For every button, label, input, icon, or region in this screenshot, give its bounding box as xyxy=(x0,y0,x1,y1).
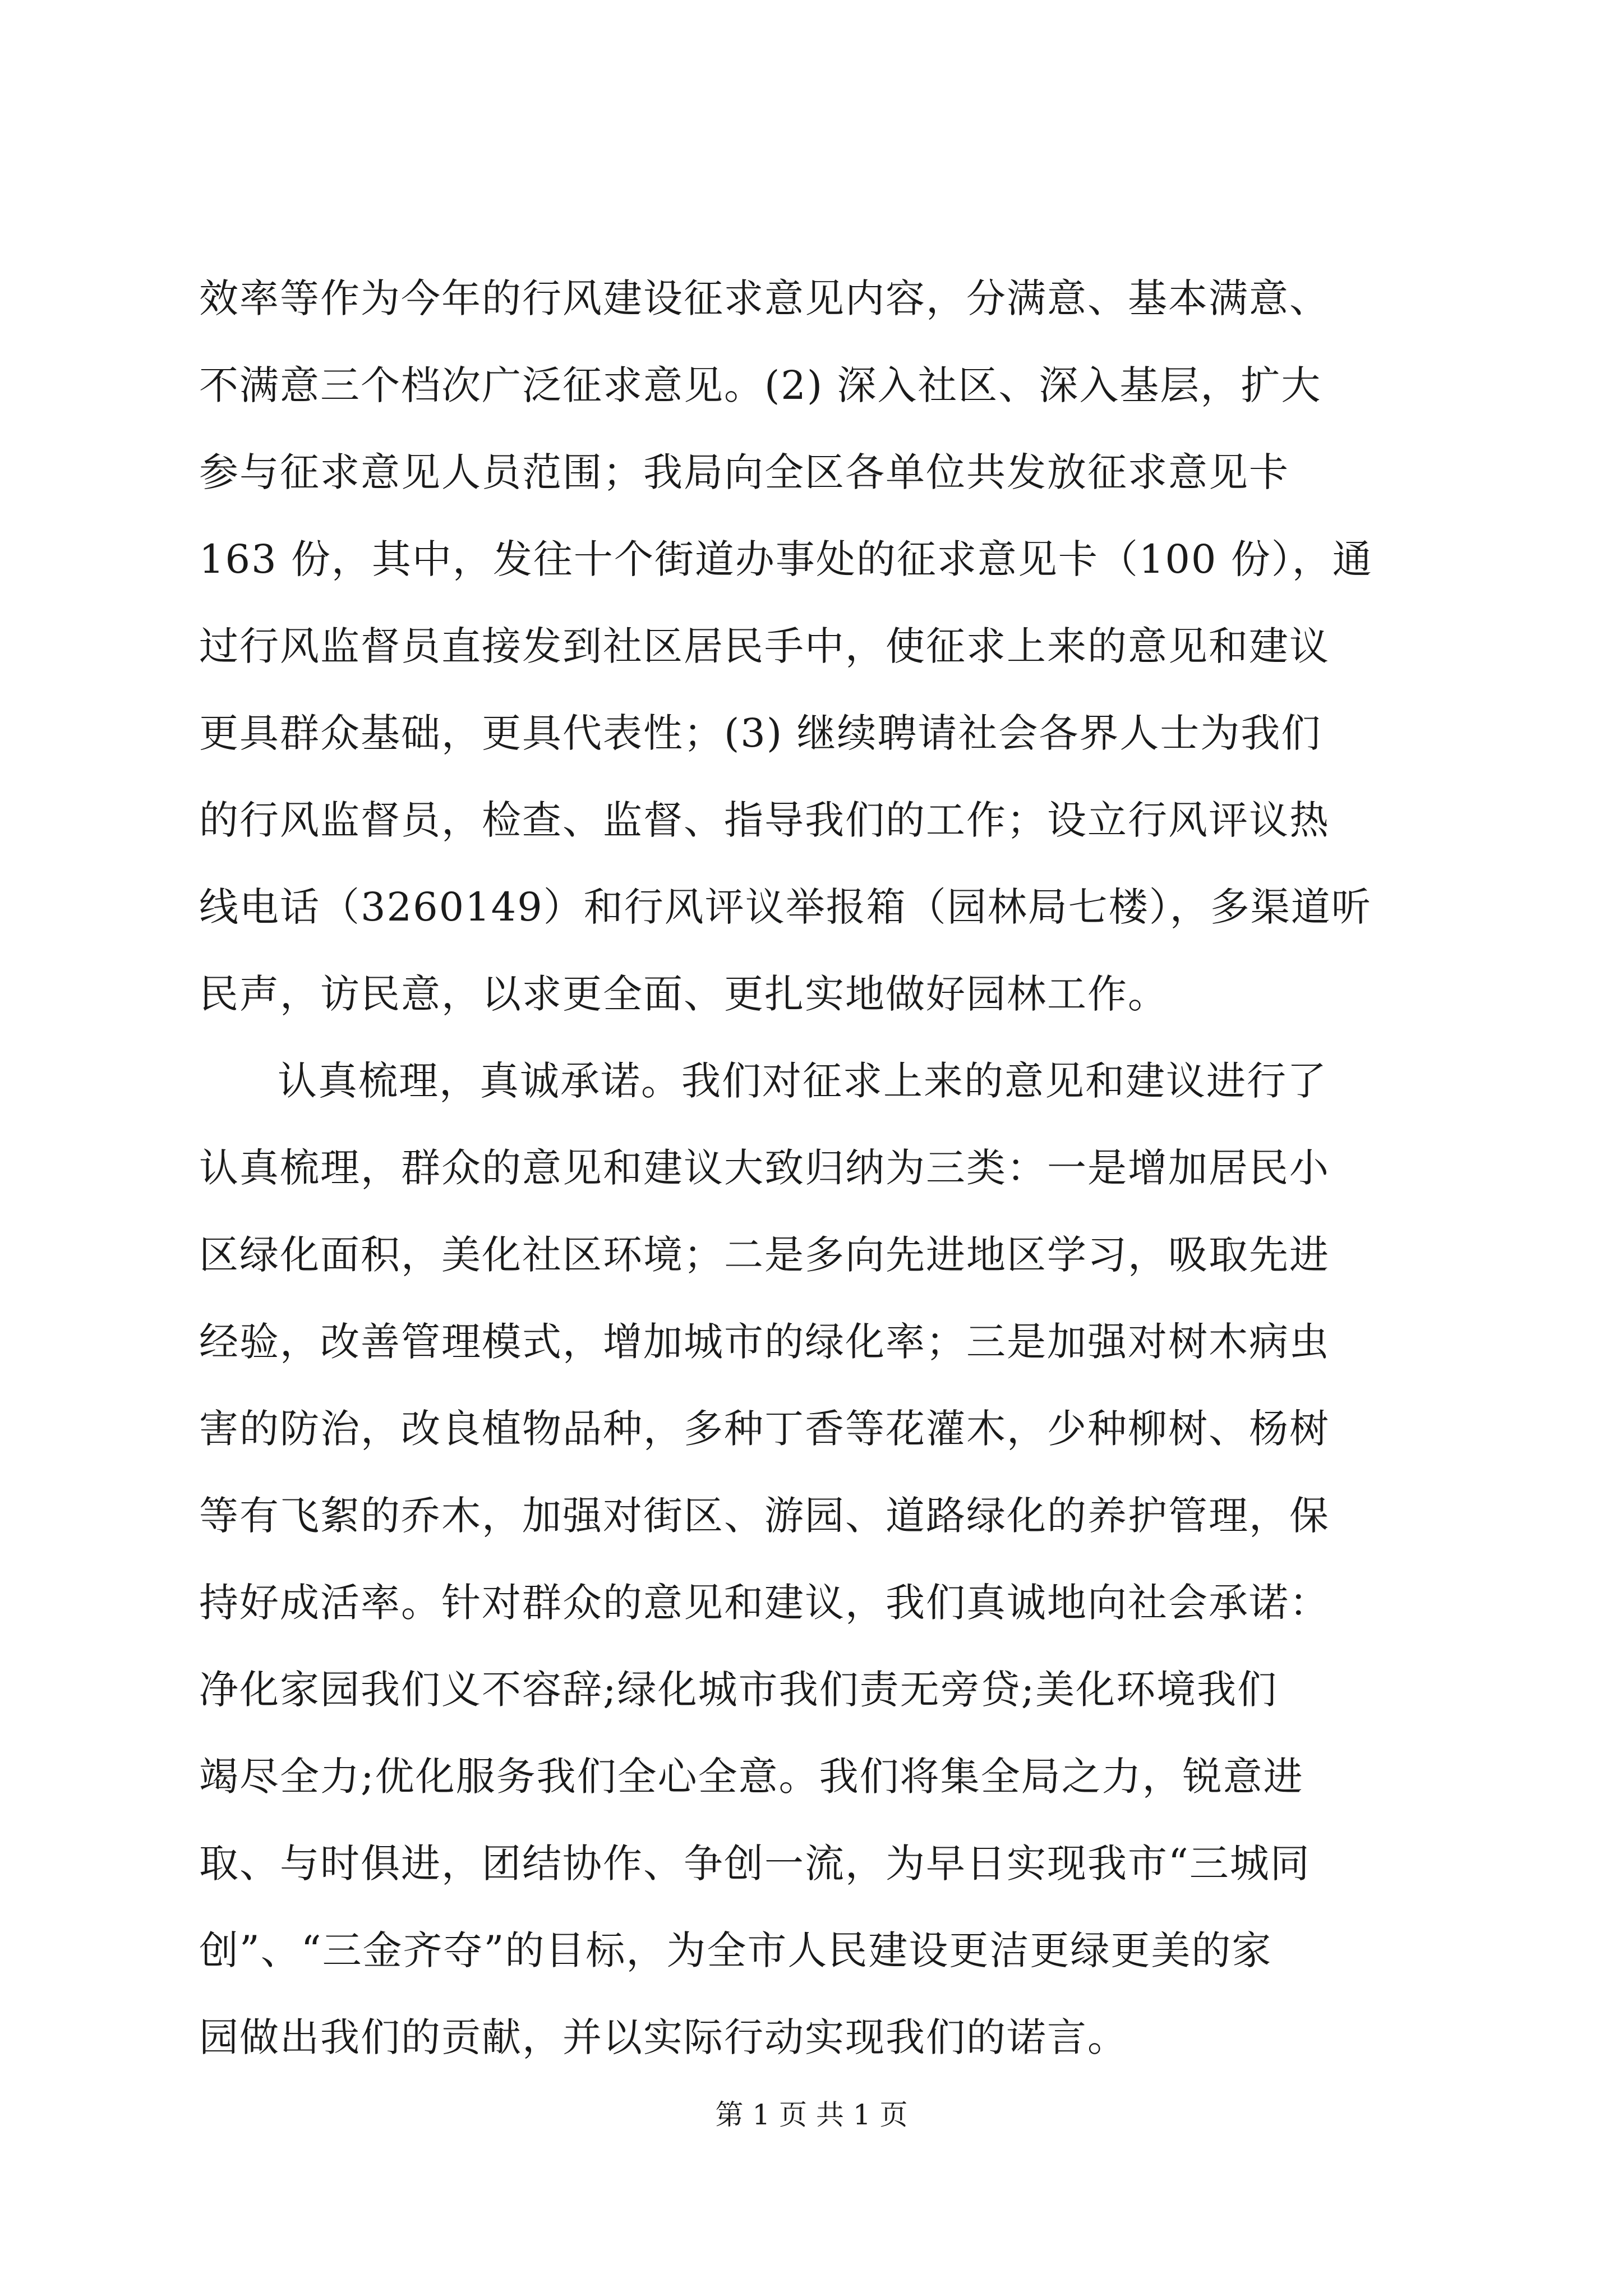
text-line: 等有飞絮的乔木，加强对街区、游园、道路绿化的养护管理，保 xyxy=(199,1493,1330,1539)
document-body xyxy=(199,255,1422,2081)
text-line: 园做出我们的贡献，并以实际行动实现我们的诺言。 xyxy=(199,2014,1128,2060)
text-line: 参与征求意见人员范围；我局向全区各单位共发放征求意见卡 xyxy=(199,449,1289,495)
text-line: 害的防治，改良植物品种，多种丁香等花灌木，少种柳树、杨树 xyxy=(199,1406,1330,1452)
page-number-label: 第 1 页 共 1 页 xyxy=(715,2099,908,2131)
text-line: 认真梳理，真诚承诺。我们对征求上来的意见和建议进行了 xyxy=(278,1058,1327,1104)
text-line: 效率等作为今年的行风建设征求意见内容，分满意、基本满意、 xyxy=(199,275,1330,321)
text-line: 163 份，其中，发往十个街道办事处的征求意见卡（100 份），通 xyxy=(199,536,1373,582)
text-line: 线电话（3260149）和行风评议举报箱（园林局七楼），多渠道听 xyxy=(199,884,1372,930)
text-line: 净化家园我们义不容辞;绿化城市我们责无旁贷;美化环境我们 xyxy=(199,1667,1278,1713)
page-footer xyxy=(0,2095,1623,2134)
text-line: 经验，改善管理模式，增加城市的绿化率；三是加强对树木病虫 xyxy=(199,1319,1330,1365)
text-line: 民声，访民意，以求更全面、更扎实地做好园林工作。 xyxy=(199,971,1168,1017)
text-line: 过行风监督员直接发到社区居民手中，使征求上来的意见和建议 xyxy=(199,623,1330,669)
text-line: 持好成活率。针对群众的意见和建议，我们真诚地向社会承诺： xyxy=(199,1580,1330,1626)
paragraph-1 xyxy=(199,255,1422,1038)
paragraph-2 xyxy=(199,1038,1422,2081)
text-line: 认真梳理，群众的意见和建议大致归纳为三类：一是增加居民小 xyxy=(199,1145,1330,1191)
text-line: 创”、“三金齐夺”的目标，为全市人民建设更洁更绿更美的家 xyxy=(199,1927,1272,1973)
text-line: 不满意三个档次广泛征求意见。(2) 深入社区、深入基层，扩大 xyxy=(199,362,1322,408)
text-line: 取、与时俱进，团结协作、争创一流，为早日实现我市“三城同 xyxy=(199,1841,1311,1887)
text-line: 更具群众基础，更具代表性；(3) 继续聘请社会各界人士为我们 xyxy=(199,710,1322,756)
text-line: 的行风监督员，检查、监督、指导我们的工作；设立行风评议热 xyxy=(199,797,1330,843)
text-line: 竭尽全力;优化服务我们全心全意。我们将集全局之力，锐意进 xyxy=(199,1754,1304,1800)
text-line: 区绿化面积，美化社区环境；二是多向先进地区学习，吸取先进 xyxy=(199,1232,1330,1278)
